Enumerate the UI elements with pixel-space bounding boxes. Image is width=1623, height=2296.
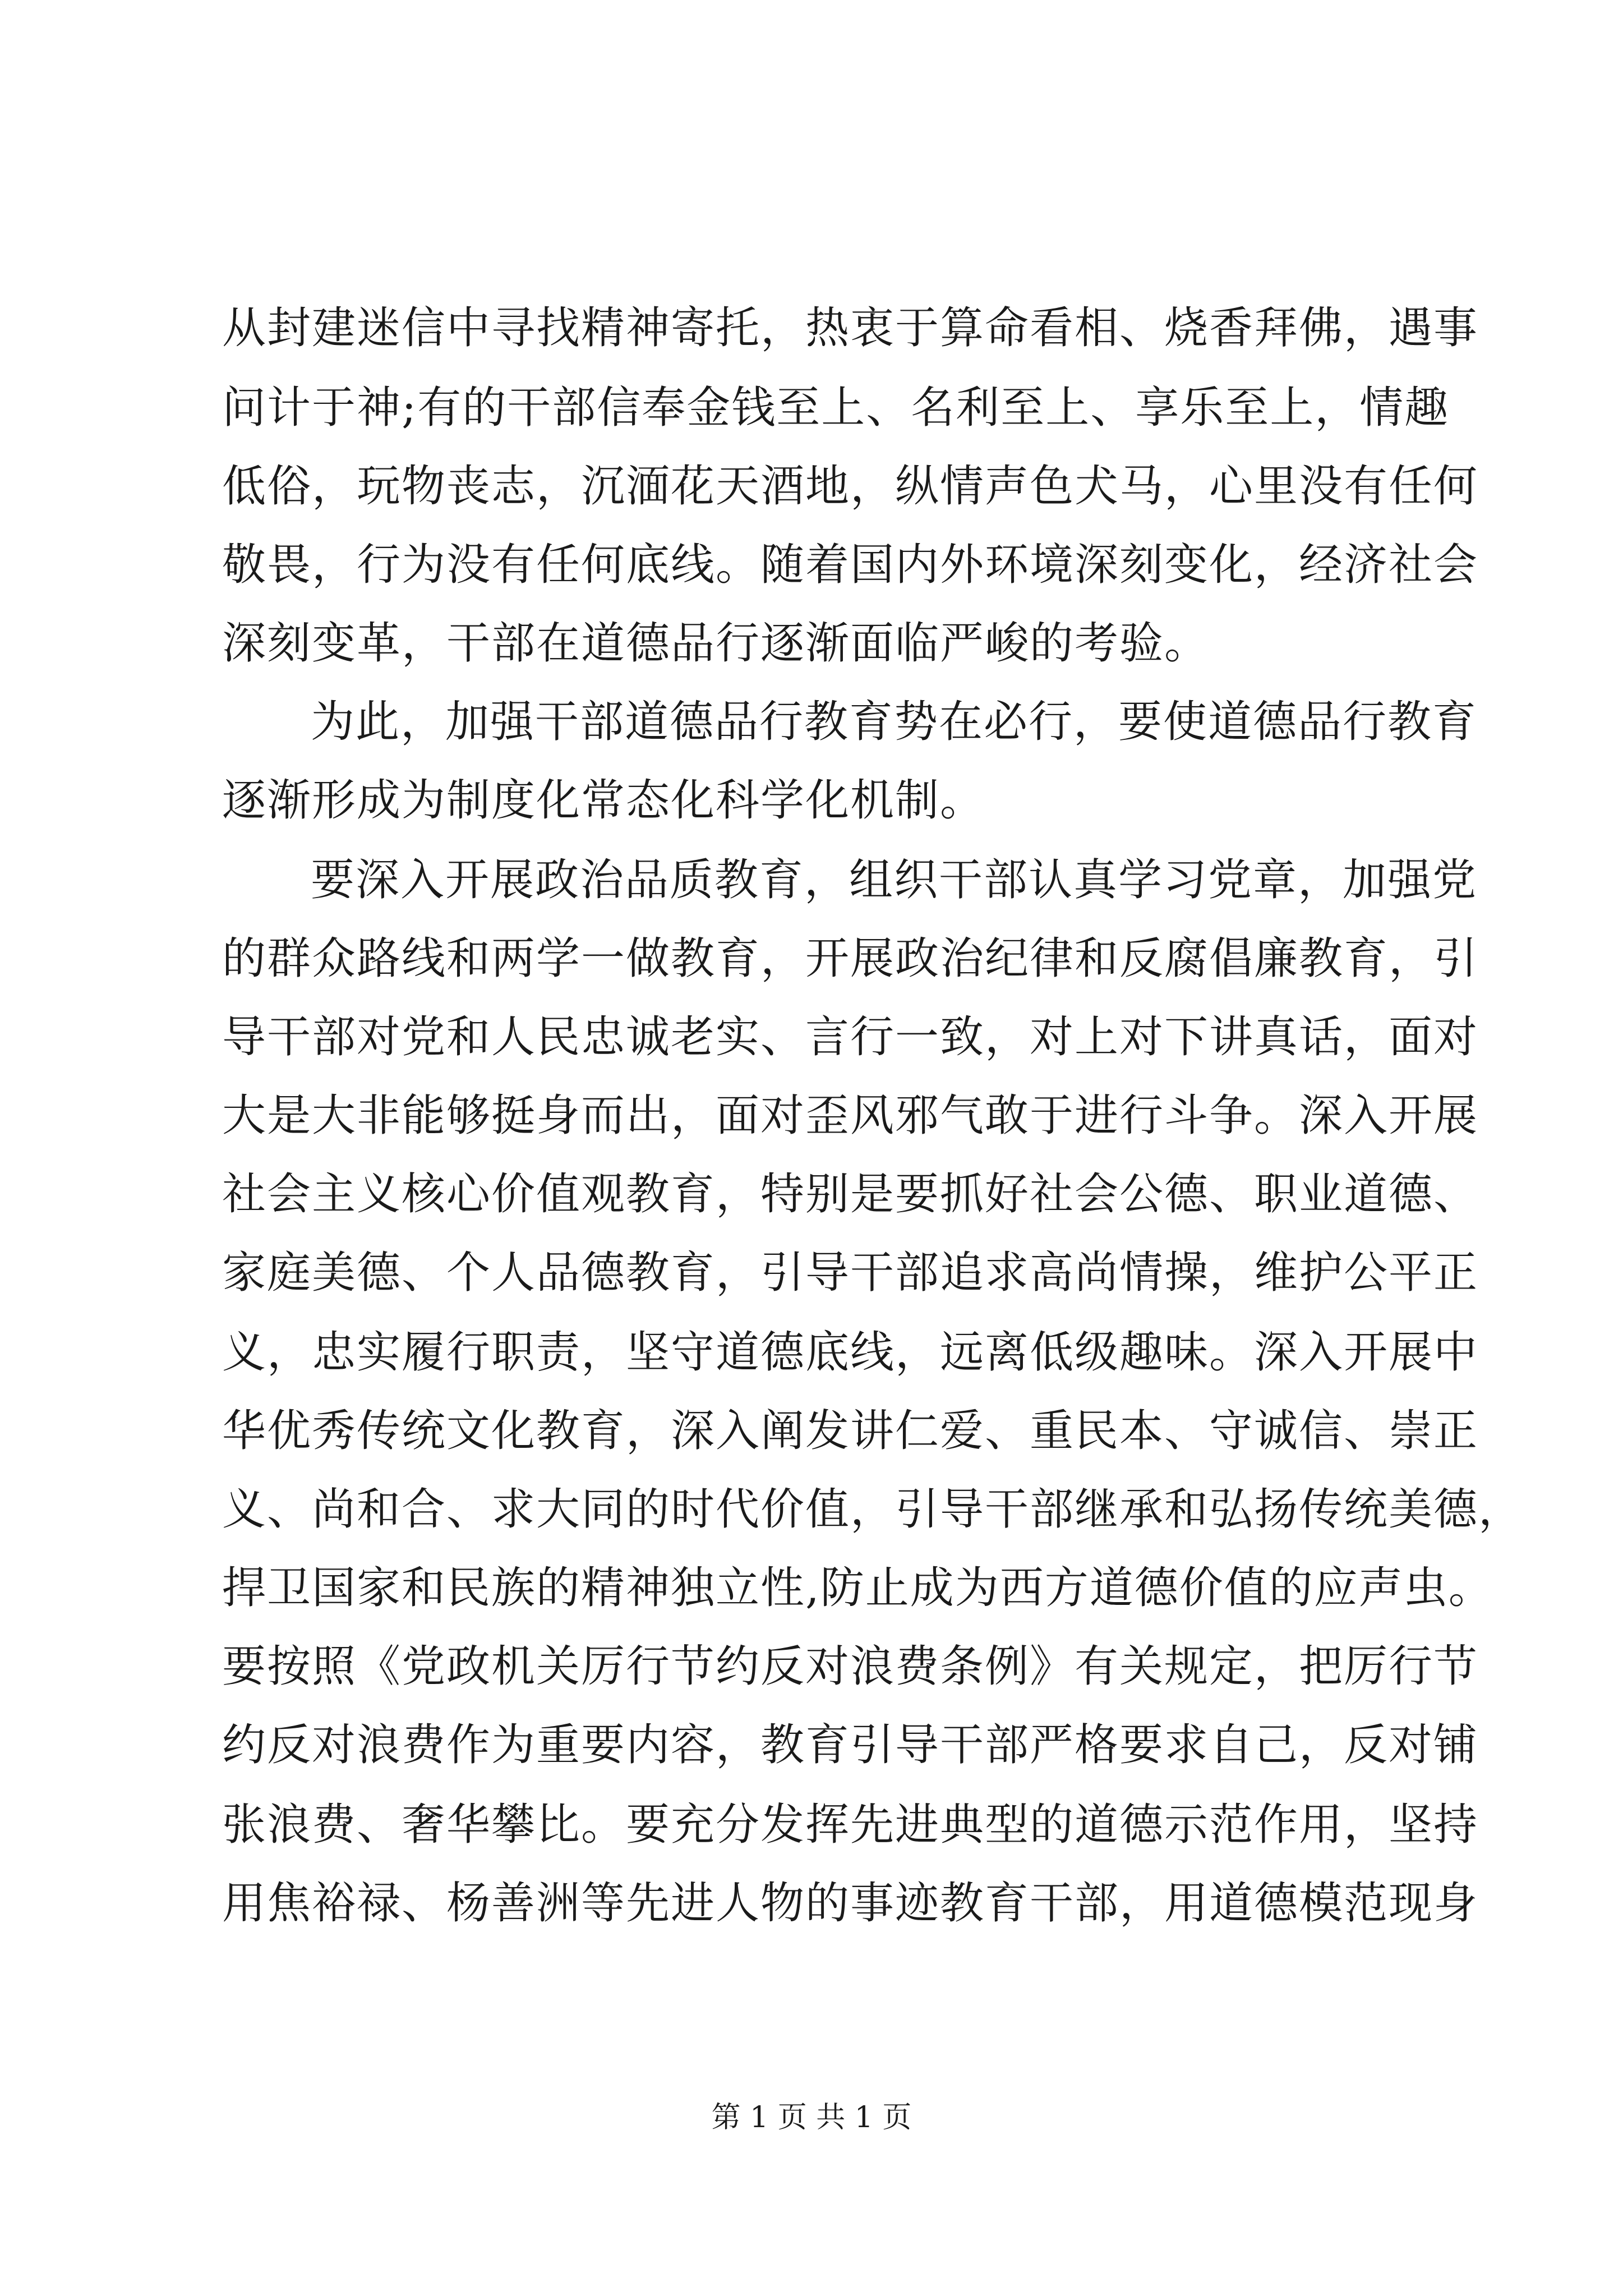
text-line-19: 约反对浪费作为重要内容，教育引导干部严格要求自己，反对铺 — [222, 1720, 1479, 1770]
paragraph-2-first-line: 为此，加强干部道德品行教育势在必行，要使道德品行教育 — [311, 697, 1478, 747]
paragraph-3-first-line: 要深入开展政治品质教育，组织干部认真学习党章，加强党 — [311, 855, 1478, 905]
text-line-7: 逐渐形成为制度化常态化科学化机制。 — [222, 775, 985, 826]
text-line-5: 深刻变革，干部在道德品行逐渐面临严峻的考验。 — [222, 618, 1210, 669]
text-line-16: 义、尚和合、求大同的时代价值，引导干部继承和弘扬传统美德， — [222, 1484, 1524, 1535]
text-line-10: 导干部对党和人民忠诚老实、言行一致，对上对下讲真话，面对 — [222, 1012, 1479, 1062]
text-line-20: 张浪费、奢华攀比。要充分发挥先进典型的道德示范作用，坚持 — [222, 1800, 1479, 1850]
text-line-3: 低俗，玩物丧志，沉湎花天酒地，纵情声色犬马，心里没有任何 — [222, 461, 1479, 512]
text-line-14: 义，忠实履行职责，坚守道德底线，远离低级趣味。深入开展中 — [222, 1327, 1479, 1378]
text-line-1: 从封建迷信中寻找精神寄托，热衷于算命看相、烧香拜佛，遇事 — [222, 303, 1479, 353]
text-line-12: 社会主义核心价值观教育，特别是要抓好社会公德、职业道德、 — [222, 1169, 1479, 1220]
page-number-footer: 第 1 页 共 1 页 — [711, 2101, 912, 2134]
text-line-15: 华优秀传统文化教育，深入阐发讲仁爱、重民本、守诚信、崇正 — [222, 1406, 1479, 1456]
text-line-4: 敬畏，行为没有任何底线。随着国内外环境深刻变化，经济社会 — [222, 540, 1479, 590]
text-line-9: 的群众路线和两学一做教育，开展政治纪律和反腐倡廉教育，引 — [222, 933, 1479, 984]
text-line-2: 问计于神;有的干部信奉金钱至上、名利至上、享乐至上，情趣 — [222, 383, 1450, 433]
text-line-13: 家庭美德、个人品德教育，引导干部追求高尚情操，维护公平正 — [222, 1248, 1479, 1298]
text-line-11: 大是大非能够挺身而出，面对歪风邪气敢于进行斗争。深入开展 — [222, 1091, 1479, 1141]
text-line-17: 捍卫国家和民族的精神独立性,防止成为西方道德价值的应声虫。 — [222, 1563, 1493, 1613]
text-line-18: 要按照《党政机关厉行节约反对浪费条例》有关规定，把厉行节 — [222, 1641, 1479, 1692]
text-line-21: 用焦裕禄、杨善洲等先进人物的事迹教育干部，用道德模范现身 — [222, 1878, 1479, 1929]
